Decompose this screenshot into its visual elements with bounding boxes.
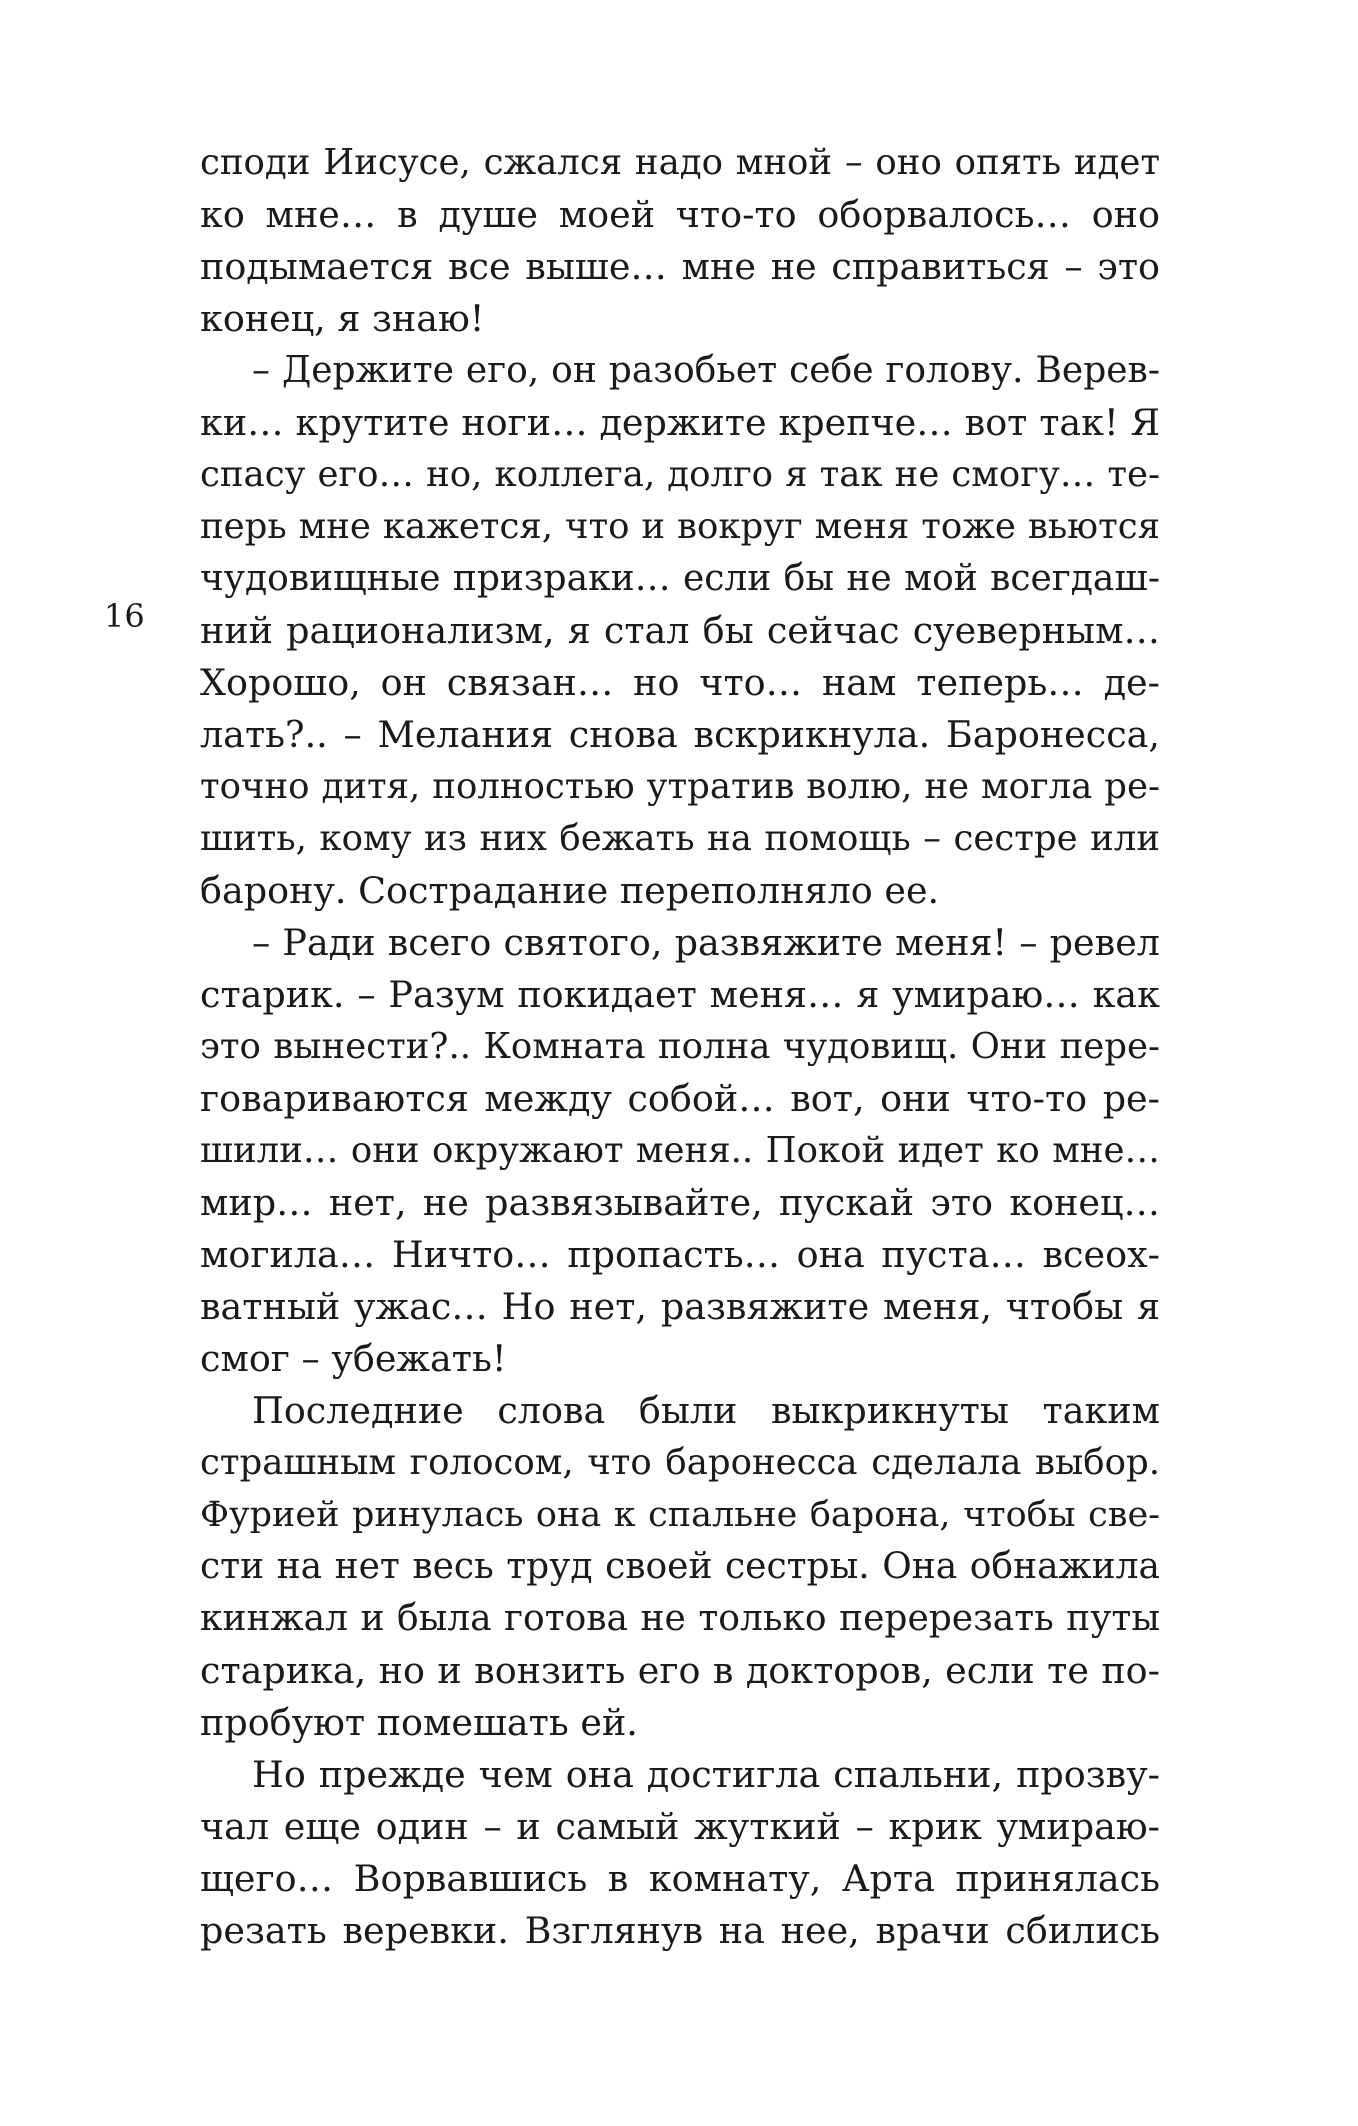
text-line: страшным голосом, что баронесса сделала выбор. xyxy=(200,1442,1160,1483)
text-line: ки… крутите ноги… держите крепче… вот так! Я xyxy=(200,401,1160,444)
text-line: ний рационализм, я стал бы сейчас суеверным… xyxy=(200,609,1160,652)
text-line: ко мне… в душе моей что-то оборвалось… оно xyxy=(200,193,1160,236)
text-line: Фурией ринулась она к спальне барона, чтобы све- xyxy=(200,1495,1160,1535)
text-line: конец, я знаю! xyxy=(200,297,485,340)
text-line: сти на нет весь труд своей сестры. Она обнажила xyxy=(200,1546,1160,1587)
text-line: смог – убежать! xyxy=(200,1337,507,1380)
text-line: говариваются между собой… вот, они что-то ре- xyxy=(200,1077,1160,1120)
body-text xyxy=(200,137,1160,1957)
text-line: Хорошо, он связан… но что… нам теперь… де- xyxy=(200,661,1160,704)
text-line: споди Иисусе, сжался надо мной – оно опять идет xyxy=(200,142,1160,183)
text-line: чал еще один – и самый жуткий – крик умираю- xyxy=(200,1805,1160,1848)
text-line: Последние слова были выкрикнуты таким xyxy=(252,1389,1160,1432)
text-line: резать веревки. Взглянув на нее, врачи сбились xyxy=(200,1909,1160,1952)
text-line: щего… Ворвавшись в комнату, Арта принялась xyxy=(200,1857,1160,1900)
text-line: ватный ужас… Но нет, развяжите меня, чтобы я xyxy=(200,1285,1160,1328)
text-line: точно дитя, полностью утратив волю, не могла ре- xyxy=(200,766,1160,807)
page-number: 16 xyxy=(104,597,145,635)
text-line: барону. Сострадание переполняло ее. xyxy=(200,869,940,912)
text-line: шить, кому из них бежать на помощь – сестре или xyxy=(200,818,1160,859)
text-line: кинжал и была готова не только перерезать путы xyxy=(200,1598,1160,1639)
text-line: перь мне кажется, что и вокруг меня тоже вьются xyxy=(200,506,1160,547)
text-line: чудовищные призраки… если бы не мой всегдаш- xyxy=(200,558,1160,599)
text-line: пробуют помешать ей. xyxy=(200,1701,638,1744)
text-line: старик. – Разум покидает меня… я умираю… как xyxy=(200,973,1160,1016)
text-line: мир… нет, не развязывайте, пускай это конец… xyxy=(200,1181,1160,1224)
text-line: – Ради всего святого, развяжите меня! – ревел xyxy=(252,921,1160,964)
text-line: могила… Ничто… пропасть… она пуста… всеох- xyxy=(200,1233,1160,1276)
text-line: – Держите его, он разобьет себе голову. Верев- xyxy=(252,350,1160,391)
text-line: это вынести?.. Комната полна чудовищ. Они пере- xyxy=(200,1026,1160,1067)
text-line: Но прежде чем она достигла спальни, прозву- xyxy=(252,1753,1160,1796)
text-line: старика, но и вонзить его в докторов, если те по- xyxy=(200,1649,1160,1692)
text-line: шили… они окружают меня.. Покой идет ко мне… xyxy=(200,1130,1160,1171)
text-line: подымается все выше… мне не справиться – это xyxy=(200,245,1160,288)
text-line: лать?.. – Мелания снова вскрикнула. Баронесса, xyxy=(200,713,1160,756)
text-line: спасу его… но, коллега, долго я так не смогу… те- xyxy=(200,454,1160,495)
